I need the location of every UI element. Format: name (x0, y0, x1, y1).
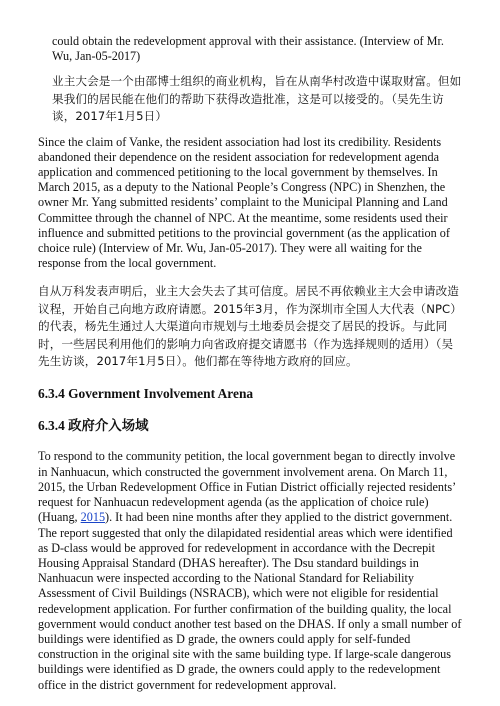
paragraph-chinese-1: 自从万科发表声明后，业主大会失去了其可信度。居民不再依赖业主大会申请改造议程，开始自己向地方政府请愿。2015年3月，作为深圳市全国人大代表（NPC）的代表，杨先生通过人大渠道向市规划与土地委员会提交了居民的投诉。与此同时，一些居民利用他们的影响力向省政府提交请愿书（作为选择规则的适用）（吴先生访谈，2017年1月5日）。他们都在等待地方政府的回应。 (38, 284, 462, 369)
section-heading-chinese: 6.3.4 政府介入场域 (38, 418, 149, 434)
paragraph-english-1: Since the claim of Vanke, the resident association had lost its credibility. Residents abandoned their dependence on the resident association for redevelopment agenda application and commenced petitioning to the local government by themselves. In March 2015, as a deputy to the National People’s Congress (NPC) in Shenzhen, the owner Mr. Yang submitted residents’ complaint to the Municipal Planning and Land Committee through the channel of NPC. At the meantime, some residents used their influence and submitted petitions to the provincial government (as the application of choice rule) (Interview of Mr. Wu, Jan-05-2017). They were all waiting for the response from the local government. (38, 134, 450, 271)
paragraph-english-2 (38, 449, 462, 692)
paragraph-text-after-citation: ). It had been nine months after they applied to the district government. The report suggested that only the dilapidated residential areas which were identified as D-class would be approved for redevelopment in accordance with the Decrepit Housing Appraisal Standard (DHAS hereafter). The Dsu standard buildings in Nanhuacun were inspected according to the National Standard for Reliability Assessment of Civil Buildings (NSRACB), which were not eligible for residential redevelopment application. For further confirmation of the building quality, the local government would conduct another test based on the DHAS. If only a small number of buildings were identified as D grade, the owners could apply for self-funded construction in the original site with the same building type. If large-scale dangerous buildings were identified as D grade, the owners could apply to the redevelopment office in the district government for redevelopment approval. (38, 510, 462, 692)
quote-chinese: 业主大会是一个由邵博士组织的商业机构，旨在从南华村改造中谋取财富。但如果我们的居民能在他们的帮助下获得改造批准，这是可以接受的。（吴先生访谈，2017年1月5日） (52, 74, 462, 124)
document-page (38, 34, 462, 693)
quote-english-tail: could obtain the redevelopment approval with their assistance. (Interview of Mr. Wu, Jan-05-2017) (52, 34, 444, 64)
citation-link[interactable]: 2015 (80, 510, 106, 525)
section-heading-english: 6.3.4 Government Involvement Arena (38, 386, 254, 402)
block-quote (52, 34, 462, 126)
paragraph-text-before-citation: To respond to the community petition, the local government began to directly involve in Nanhuacun, which constructed the government involvement arena. On March 11, 2015, the Urban Redevelopment Office in Futian District officially rejected residents’ request for Nanhuacun redevelopment agenda (as the application of choice rule) (Huang, (38, 449, 456, 525)
